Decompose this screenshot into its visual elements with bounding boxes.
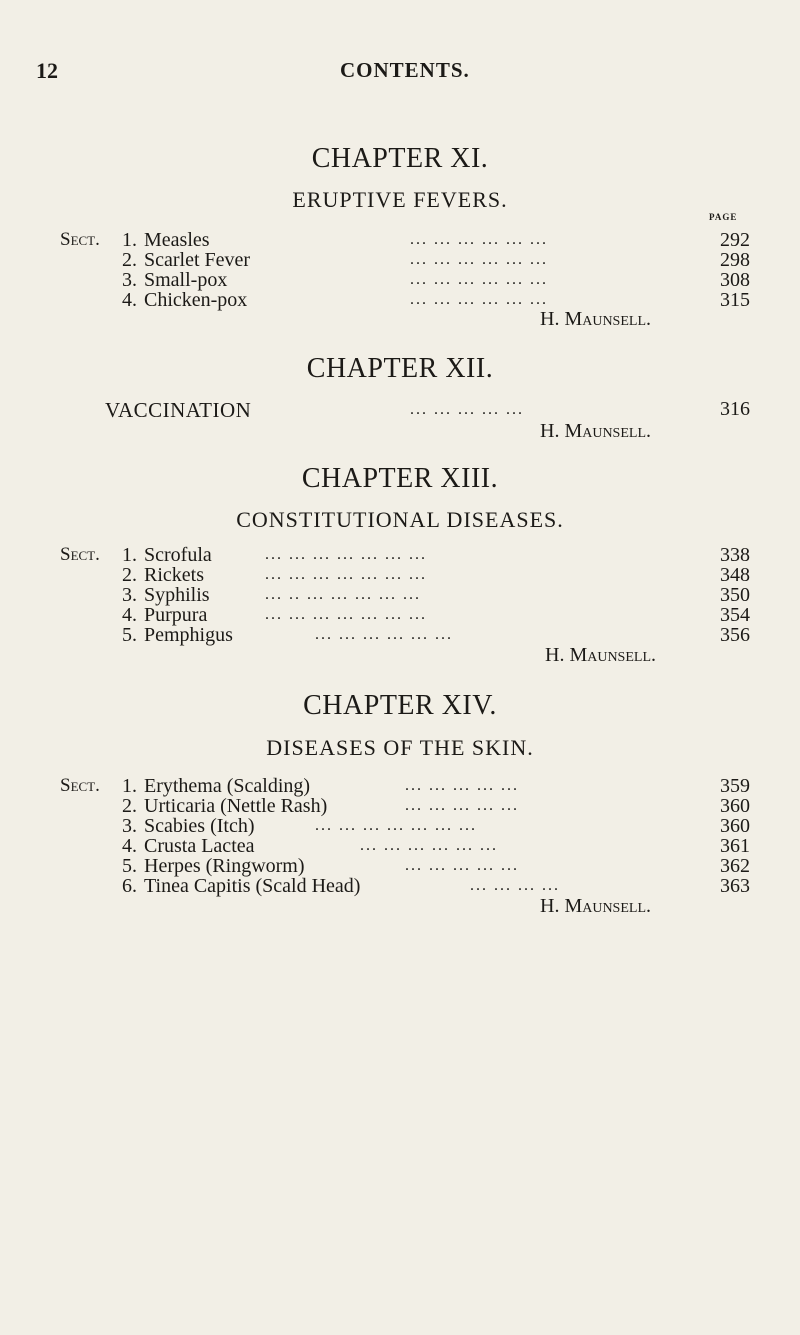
entry-title: Scabies (Itch) <box>144 815 255 837</box>
chapter-xi-heading: CHAPTER XI. <box>311 143 489 174</box>
entry-title: Crusta Lactea <box>144 835 255 857</box>
dot-leader: ... ... ... ... ... ... ... <box>265 546 427 563</box>
toc-entry: Sect. 1. Erythema (Scalding) ... ... ... ... ... 359 <box>60 775 750 797</box>
toc-entry: 5. Pemphigus ... ... ... ... ... ... 356 <box>122 624 750 646</box>
entry-title: Purpura <box>144 604 208 626</box>
dot-leader: ... ... ... ... ... ... ... <box>265 566 427 583</box>
entry-page: 363 <box>720 875 750 897</box>
entry-page: 298 <box>720 249 750 271</box>
toc-entry: 3. Syphilis ... .. ... ... ... ... ... 350 <box>122 584 750 606</box>
entry-title: Tinea Capitis (Scald Head) <box>144 875 361 897</box>
running-title: CONTENTS. <box>340 58 470 82</box>
entry-page: 292 <box>720 229 750 251</box>
dot-leader: ... ... ... ... ... ... <box>410 271 548 288</box>
entry-title: Rickets <box>144 564 204 586</box>
entry-page: 360 <box>720 815 750 837</box>
dot-leader: ... ... ... ... ... ... <box>360 837 498 854</box>
toc-entry: 3. Scabies (Itch) ... ... ... ... ... ... ... 360 <box>122 815 750 837</box>
entry-page: 315 <box>720 289 750 311</box>
entry-title: Small-pox <box>144 269 228 291</box>
toc-entry: Sect. 1. Measles ... ... ... ... ... ... 292 <box>60 229 750 251</box>
chapter-xi-subtitle: ERUPTIVE FEVERS. <box>292 187 508 212</box>
dot-leader: ... ... ... ... ... ... <box>315 626 453 643</box>
sect-label: Sect. <box>60 775 100 796</box>
entry-page: 316 <box>720 398 750 420</box>
toc-entry: 3. Small-pox ... ... ... ... ... ... 308 <box>122 269 750 291</box>
entry-page: 356 <box>720 624 750 646</box>
dot-leader: ... ... ... ... ... ... <box>410 251 548 268</box>
entry-page: 362 <box>720 855 750 877</box>
entry-title: Syphilis <box>144 584 210 606</box>
entry-title: Chicken-pox <box>144 289 248 311</box>
dot-leader: ... ... ... ... ... <box>405 857 519 874</box>
toc-entry: 4. Chicken-pox ... ... ... ... ... ... 315 <box>122 289 750 311</box>
author-credit: H. Maunsell. <box>545 644 656 666</box>
toc-entry: 4. Purpura ... ... ... ... ... ... ... 354 <box>122 604 750 626</box>
dot-leader: ... ... ... ... ... <box>410 401 524 418</box>
sect-label: Sect. <box>60 229 100 250</box>
dot-leader: ... ... ... ... ... ... <box>410 291 548 308</box>
dot-leader: ... ... ... ... ... ... ... <box>315 817 477 834</box>
page-column-label: PAGE <box>709 212 738 222</box>
entry-title: Measles <box>144 229 210 251</box>
entry-title: Urticaria (Nettle Rash) <box>144 795 328 817</box>
author-credit: H. Maunsell. <box>540 895 651 917</box>
toc-entry: 2. Scarlet Fever ... ... ... ... ... ... 298 <box>122 249 750 271</box>
entry-page: 308 <box>720 269 750 291</box>
chapter-xii-heading: CHAPTER XII. <box>306 353 494 384</box>
entry-page: 359 <box>720 775 750 797</box>
entry-page: 350 <box>720 584 750 606</box>
dot-leader: ... ... ... ... ... <box>405 777 519 794</box>
entry-page: 338 <box>720 544 750 566</box>
page-number: 12 <box>36 58 58 83</box>
vaccination-title: VACCINATION <box>105 398 252 422</box>
dot-leader: ... ... ... ... ... ... <box>410 231 548 248</box>
entry-page: 361 <box>720 835 750 857</box>
entry-page: 354 <box>720 604 750 626</box>
toc-entry: 2. Urticaria (Nettle Rash) ... ... ... ... ... 360 <box>122 795 750 817</box>
dot-leader: ... .. ... ... ... ... ... <box>265 586 421 603</box>
author-credit: H. Maunsell. <box>540 308 651 330</box>
toc-entry: Sect. 1. Scrofula ... ... ... ... ... ... ... 338 <box>60 544 750 566</box>
toc-entry <box>60 398 750 420</box>
entry-page: 348 <box>720 564 750 586</box>
dot-leader: ... ... ... ... <box>470 877 560 894</box>
chapter-xiii-subtitle: CONSTITUTIONAL DISEASES. <box>236 507 564 532</box>
entry-title: Erythema (Scalding) <box>144 775 311 797</box>
entry-title: Scrofula <box>144 544 212 566</box>
entry-title: Herpes (Ringworm) <box>144 855 305 877</box>
sect-label: Sect. <box>60 544 100 565</box>
author-credit: H. Maunsell. <box>540 420 651 442</box>
entry-title: Pemphigus <box>144 624 233 646</box>
entry-page: 360 <box>720 795 750 817</box>
chapter-xiii-heading: CHAPTER XIII. <box>301 463 499 494</box>
chapter-xiv-subtitle: DISEASES OF THE SKIN. <box>266 735 534 760</box>
dot-leader: ... ... ... ... ... <box>405 797 519 814</box>
toc-entry: 6. Tinea Capitis (Scald Head) ... ... ... ... 363 <box>122 875 750 897</box>
entry-title: Scarlet Fever <box>144 249 251 271</box>
chapter-xiv-heading: CHAPTER XIV. <box>303 690 497 721</box>
toc-entry: 5. Herpes (Ringworm) ... ... ... ... ... 362 <box>122 855 750 877</box>
dot-leader: ... ... ... ... ... ... ... <box>265 606 427 623</box>
toc-entry: 4. Crusta Lactea ... ... ... ... ... ... 361 <box>122 835 750 857</box>
toc-entry: 2. Rickets ... ... ... ... ... ... ... 348 <box>122 564 750 586</box>
